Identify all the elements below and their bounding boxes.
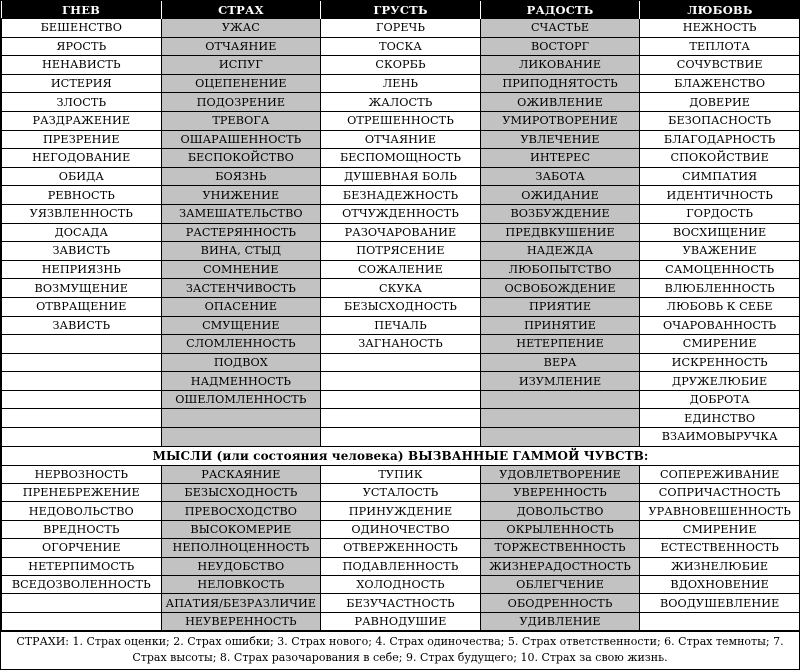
table-cell: УДИВЛЕНИЕ (480, 612, 640, 630)
table-cell: ВЫСОКОМЕРИЕ (161, 520, 321, 538)
table-cell: ОТЧАЯНИЕ (161, 37, 321, 56)
table-cell: ВЛЮБЛЕННОСТЬ (640, 279, 800, 298)
table-cell: ДОБРОТА (640, 390, 800, 409)
footnote-line-2: Страх высоты; 8. Страх разочарования в себе; 9. Страх будущего; 10. Страх за свою жизнь. (132, 651, 668, 665)
table-cell: ЗЛОСТЬ (2, 93, 162, 112)
table-cell: СОМНЕНИЕ (161, 260, 321, 279)
emotions-table (1, 1, 800, 631)
header-row (2, 1, 800, 19)
column-header: СТРАХ (161, 1, 321, 19)
table-cell: ВРЕДНОСТЬ (2, 520, 162, 538)
table-cell: ОПАСЕНИЕ (161, 297, 321, 316)
table-cell: ЗАБОТА (480, 167, 640, 186)
table-cell: ПРЕЗРЕНИЕ (2, 130, 162, 149)
thoughts-body (2, 465, 800, 631)
table-row (2, 74, 800, 93)
table-cell: ОТРЕШЕННОСТЬ (321, 111, 481, 130)
table-cell: ПОДВОХ (161, 353, 321, 372)
table-cell: УЯЗВЛЕННОСТЬ (2, 204, 162, 223)
column-header: ГРУСТЬ (321, 1, 481, 19)
table-cell (480, 409, 640, 428)
table-row (2, 167, 800, 186)
table-cell: ОЖИВЛЕНИЕ (480, 93, 640, 112)
table-cell: ЛЮБОВЬ К СЕБЕ (640, 297, 800, 316)
table-cell: НЕДОВОЛЬСТВО (2, 502, 162, 520)
table-cell (2, 335, 162, 354)
table-cell (2, 372, 162, 391)
table-cell: АПАТИЯ/БЕЗРАЗЛИЧИЕ (161, 594, 321, 612)
table-row (2, 223, 800, 242)
table-cell: ТОСКА (321, 37, 481, 56)
table-cell: СМУЩЕНИЕ (161, 316, 321, 335)
table-row (2, 465, 800, 483)
table-cell: ЗАМЕШАТЕЛЬСТВО (161, 204, 321, 223)
table-cell: НАДЕЖДА (480, 242, 640, 261)
column-header: РАДОСТЬ (480, 1, 640, 19)
table-row (2, 260, 800, 279)
table-cell: ЕСТЕСТВЕННОСТЬ (640, 539, 800, 557)
table-cell: СИМПАТИЯ (640, 167, 800, 186)
table-cell: СЛОМЛЕННОСТЬ (161, 335, 321, 354)
table-cell: ИЗУМЛЕНИЕ (480, 372, 640, 391)
column-header: ЛЮБОВЬ (640, 1, 800, 19)
table-cell: СМИРЕНИЕ (640, 520, 800, 538)
table-cell: ОГОРЧЕНИЕ (2, 539, 162, 557)
table-cell (2, 409, 162, 428)
table-cell: НЕНАВИСТЬ (2, 56, 162, 75)
table-cell (321, 353, 481, 372)
table-cell: ДУШЕВНАЯ БОЛЬ (321, 167, 481, 186)
table-row (2, 502, 800, 520)
table-cell: НЕГОДОВАНИЕ (2, 149, 162, 168)
table-row (2, 372, 800, 391)
table-cell: БЛАЖЕНСТВО (640, 74, 800, 93)
table-cell: ЛЮБОПЫТСТВО (480, 260, 640, 279)
table-cell (2, 390, 162, 409)
table-cell: БЕШЕНСТВО (2, 19, 162, 38)
table-row (2, 37, 800, 56)
table-cell: ТЕПЛОТА (640, 37, 800, 56)
table-cell: ПОДОЗРЕНИЕ (161, 93, 321, 112)
table-cell: НЕТЕРПИМОСТЬ (2, 557, 162, 575)
table-cell (2, 594, 162, 612)
table-cell: ПРЕНЕБРЕЖЕНИЕ (2, 484, 162, 502)
table-cell: ВОСТОРГ (480, 37, 640, 56)
table-row (2, 612, 800, 630)
table-cell: ЛИКОВАНИЕ (480, 56, 640, 75)
column-header: ГНЕВ (2, 1, 162, 19)
table-row (2, 149, 800, 168)
table-row (2, 242, 800, 261)
table-cell: БЛАГОДАРНОСТЬ (640, 130, 800, 149)
table-cell: РАЗОЧАРОВАНИЕ (321, 223, 481, 242)
table-cell: ЛЕНЬ (321, 74, 481, 93)
table-row (2, 576, 800, 594)
table-row (2, 186, 800, 205)
table-cell: ОТЧАЯНИЕ (321, 130, 481, 149)
table-row (2, 316, 800, 335)
table-cell: ЯРОСТЬ (2, 37, 162, 56)
table-cell: ВОЗМУЩЕНИЕ (2, 279, 162, 298)
table-cell (640, 612, 800, 630)
table-row (2, 111, 800, 130)
table-cell: ИСПУГ (161, 56, 321, 75)
table-cell: НАДМЕННОСТЬ (161, 372, 321, 391)
table-cell: ТРЕВОГА (161, 111, 321, 130)
table-cell (321, 390, 481, 409)
table-cell: РАСКАЯНИЕ (161, 465, 321, 483)
table-cell: ПЕЧАЛЬ (321, 316, 481, 335)
table-cell: ДОВОЛЬСТВО (480, 502, 640, 520)
table-cell (321, 409, 481, 428)
table-row (2, 130, 800, 149)
table-row (2, 557, 800, 575)
table-cell: ПРИПОДНЯТОСТЬ (480, 74, 640, 93)
table-cell: ЗАВИСТЬ (2, 242, 162, 261)
table-cell: НЕУВЕРЕННОСТЬ (161, 612, 321, 630)
table-cell: ГОРЕЧЬ (321, 19, 481, 38)
table-cell: СЧАСТЬЕ (480, 19, 640, 38)
table-cell (2, 612, 162, 630)
table-cell: БЕЗУЧАСТНОСТЬ (321, 594, 481, 612)
table-cell (161, 428, 321, 447)
table-cell: СКУКА (321, 279, 481, 298)
table-cell: ПРИНЯТИЕ (480, 316, 640, 335)
table-cell: ОКРЫЛЕННОСТЬ (480, 520, 640, 538)
table-cell: УЖАС (161, 19, 321, 38)
table-cell: ЗАВИСТЬ (2, 316, 162, 335)
table-cell: ТОРЖЕСТВЕННОСТЬ (480, 539, 640, 557)
table-cell: ОЧАРОВАННОСТЬ (640, 316, 800, 335)
table-cell: ТУПИК (321, 465, 481, 483)
table-cell: СПОКОЙСТВИЕ (640, 149, 800, 168)
table-cell: ПРЕДВКУШЕНИЕ (480, 223, 640, 242)
table-cell: ОБОДРЕННОСТЬ (480, 594, 640, 612)
table-cell: НЕРВОЗНОСТЬ (2, 465, 162, 483)
table-cell (480, 428, 640, 447)
table-cell: ОДИНОЧЕСТВО (321, 520, 481, 538)
table-cell: УНИЖЕНИЕ (161, 186, 321, 205)
table-cell: СКОРБЬ (321, 56, 481, 75)
table-cell: ВСЕДОЗВОЛЕННОСТЬ (2, 576, 162, 594)
table-cell: ПОДАВЛЕННОСТЬ (321, 557, 481, 575)
table-cell: СОЧУВСТВИЕ (640, 56, 800, 75)
table-cell: ЗАСТЕНЧИВОСТЬ (161, 279, 321, 298)
table-cell: ВДОХНОВЕНИЕ (640, 576, 800, 594)
table-cell: ОЦЕПЕНЕНИЕ (161, 74, 321, 93)
fears-footnote (1, 631, 799, 669)
table-cell: ДОВЕРИЕ (640, 93, 800, 112)
table-cell: СОПЕРЕЖИВАНИЕ (640, 465, 800, 483)
table-cell: НЕЛОВКОСТЬ (161, 576, 321, 594)
table-cell: СМИРЕНИЕ (640, 335, 800, 354)
table-cell (321, 428, 481, 447)
table-row (2, 539, 800, 557)
table-cell: НЕПОЛНОЦЕННОСТЬ (161, 539, 321, 557)
table-row (2, 594, 800, 612)
emotions-body (2, 19, 800, 447)
table-cell: ОСВОБОЖДЕНИЕ (480, 279, 640, 298)
table-cell: ВЗАИМОВЫРУЧКА (640, 428, 800, 447)
table-cell: ИСКРЕННОСТЬ (640, 353, 800, 372)
table-cell: УРАВНОВЕШЕННОСТЬ (640, 502, 800, 520)
table-row (2, 279, 800, 298)
footnote-line-1: СТРАХИ: 1. Страх оценки; 2. Страх ошибки; 3. Страх нового; 4. Страх одиночества; 5. Страх ответственности; 6. Страх темноты; 7. (16, 635, 784, 649)
table-cell: БЕЗНАДЕЖНОСТЬ (321, 186, 481, 205)
table-cell: ОБЛЕГЧЕНИЕ (480, 576, 640, 594)
table-cell: ЖАЛОСТЬ (321, 93, 481, 112)
table-cell: ГОРДОСТЬ (640, 204, 800, 223)
table-cell: БЕСПОКОЙСТВО (161, 149, 321, 168)
table-cell (480, 390, 640, 409)
table-cell: НЕУДОБСТВО (161, 557, 321, 575)
table-cell: ЕДИНСТВО (640, 409, 800, 428)
table-row (2, 19, 800, 38)
table-cell: ЗАГНАНОСТЬ (321, 335, 481, 354)
table-cell: РАВНОДУШИЕ (321, 612, 481, 630)
table-cell: ПОТРЯСЕНИЕ (321, 242, 481, 261)
table-row (2, 204, 800, 223)
table-row (2, 409, 800, 428)
table-row (2, 56, 800, 75)
table-cell: УВЕРЕННОСТЬ (480, 484, 640, 502)
table-cell: ДРУЖЕЛЮБИЕ (640, 372, 800, 391)
table-cell: САМОЦЕННОСТЬ (640, 260, 800, 279)
table-cell: ОШАРАШЕННОСТЬ (161, 130, 321, 149)
table-cell: ИДЕНТИЧНОСТЬ (640, 186, 800, 205)
table-cell: БОЯЗНЬ (161, 167, 321, 186)
table-cell: НЕПРИЯЗНЬ (2, 260, 162, 279)
table-cell: ДОСАДА (2, 223, 162, 242)
table-cell: ОШЕЛОМЛЕННОСТЬ (161, 390, 321, 409)
table-cell (321, 372, 481, 391)
table-cell: ВЕРА (480, 353, 640, 372)
table-cell: РЕВНОСТЬ (2, 186, 162, 205)
table-cell: УСТАЛОСТЬ (321, 484, 481, 502)
table-cell: БЕСПОМОЩНОСТЬ (321, 149, 481, 168)
table-cell: РАЗДРАЖЕНИЕ (2, 111, 162, 130)
table-cell: ОТВРАЩЕНИЕ (2, 297, 162, 316)
table-cell (2, 428, 162, 447)
table-cell: СОЖАЛЕНИЕ (321, 260, 481, 279)
table-cell: ОТВЕРЖЕННОСТЬ (321, 539, 481, 557)
table-cell (2, 353, 162, 372)
table-cell: ЖИЗНЕЛЮБИЕ (640, 557, 800, 575)
table-cell: ВИНА, СТЫД (161, 242, 321, 261)
section-title: МЫСЛИ (или состояния человека) ВЫЗВАННЫЕ ГАММОЙ ЧУВСТВ: (2, 446, 800, 465)
table-cell: НЕЖНОСТЬ (640, 19, 800, 38)
table-cell: ОТЧУЖДЕННОСТЬ (321, 204, 481, 223)
table-cell: УМИРОТВОРЕНИЕ (480, 111, 640, 130)
table-cell: РАСТЕРЯННОСТЬ (161, 223, 321, 242)
table-cell: ПРЕВОСХОДСТВО (161, 502, 321, 520)
table-cell: ИСТЕРИЯ (2, 74, 162, 93)
table-row (2, 297, 800, 316)
table-row (2, 390, 800, 409)
table-row (2, 335, 800, 354)
table-row (2, 428, 800, 447)
table-cell: БЕЗЫСХОДНОСТЬ (161, 484, 321, 502)
table-row (2, 520, 800, 538)
table-cell: ИНТЕРЕС (480, 149, 640, 168)
table-row (2, 484, 800, 502)
table-cell: ВООДУШЕВЛЕНИЕ (640, 594, 800, 612)
table-row (2, 93, 800, 112)
table-cell: УДОВЛЕТВОРЕНИЕ (480, 465, 640, 483)
table-cell: ВОСХИЩЕНИЕ (640, 223, 800, 242)
table-row (2, 353, 800, 372)
table-cell: ВОЗБУЖДЕНИЕ (480, 204, 640, 223)
table-cell: УВЛЕЧЕНИЕ (480, 130, 640, 149)
table-cell (161, 409, 321, 428)
table-cell: СОПРИЧАСТНОСТЬ (640, 484, 800, 502)
table-cell: НЕТЕРПЕНИЕ (480, 335, 640, 354)
table-cell: БЕЗОПАСНОСТЬ (640, 111, 800, 130)
table-cell: ПРИНУЖДЕНИЕ (321, 502, 481, 520)
table-cell: БЕЗЫСХОДНОСТЬ (321, 297, 481, 316)
table-cell: ХОЛОДНОСТЬ (321, 576, 481, 594)
table-cell: ПРИЯТИЕ (480, 297, 640, 316)
section-row (2, 446, 800, 465)
table-cell: ОЖИДАНИЕ (480, 186, 640, 205)
table-cell: ОБИДА (2, 167, 162, 186)
table-cell: ЖИЗНЕРАДОСТНОСТЬ (480, 557, 640, 575)
table-cell: УВАЖЕНИЕ (640, 242, 800, 261)
